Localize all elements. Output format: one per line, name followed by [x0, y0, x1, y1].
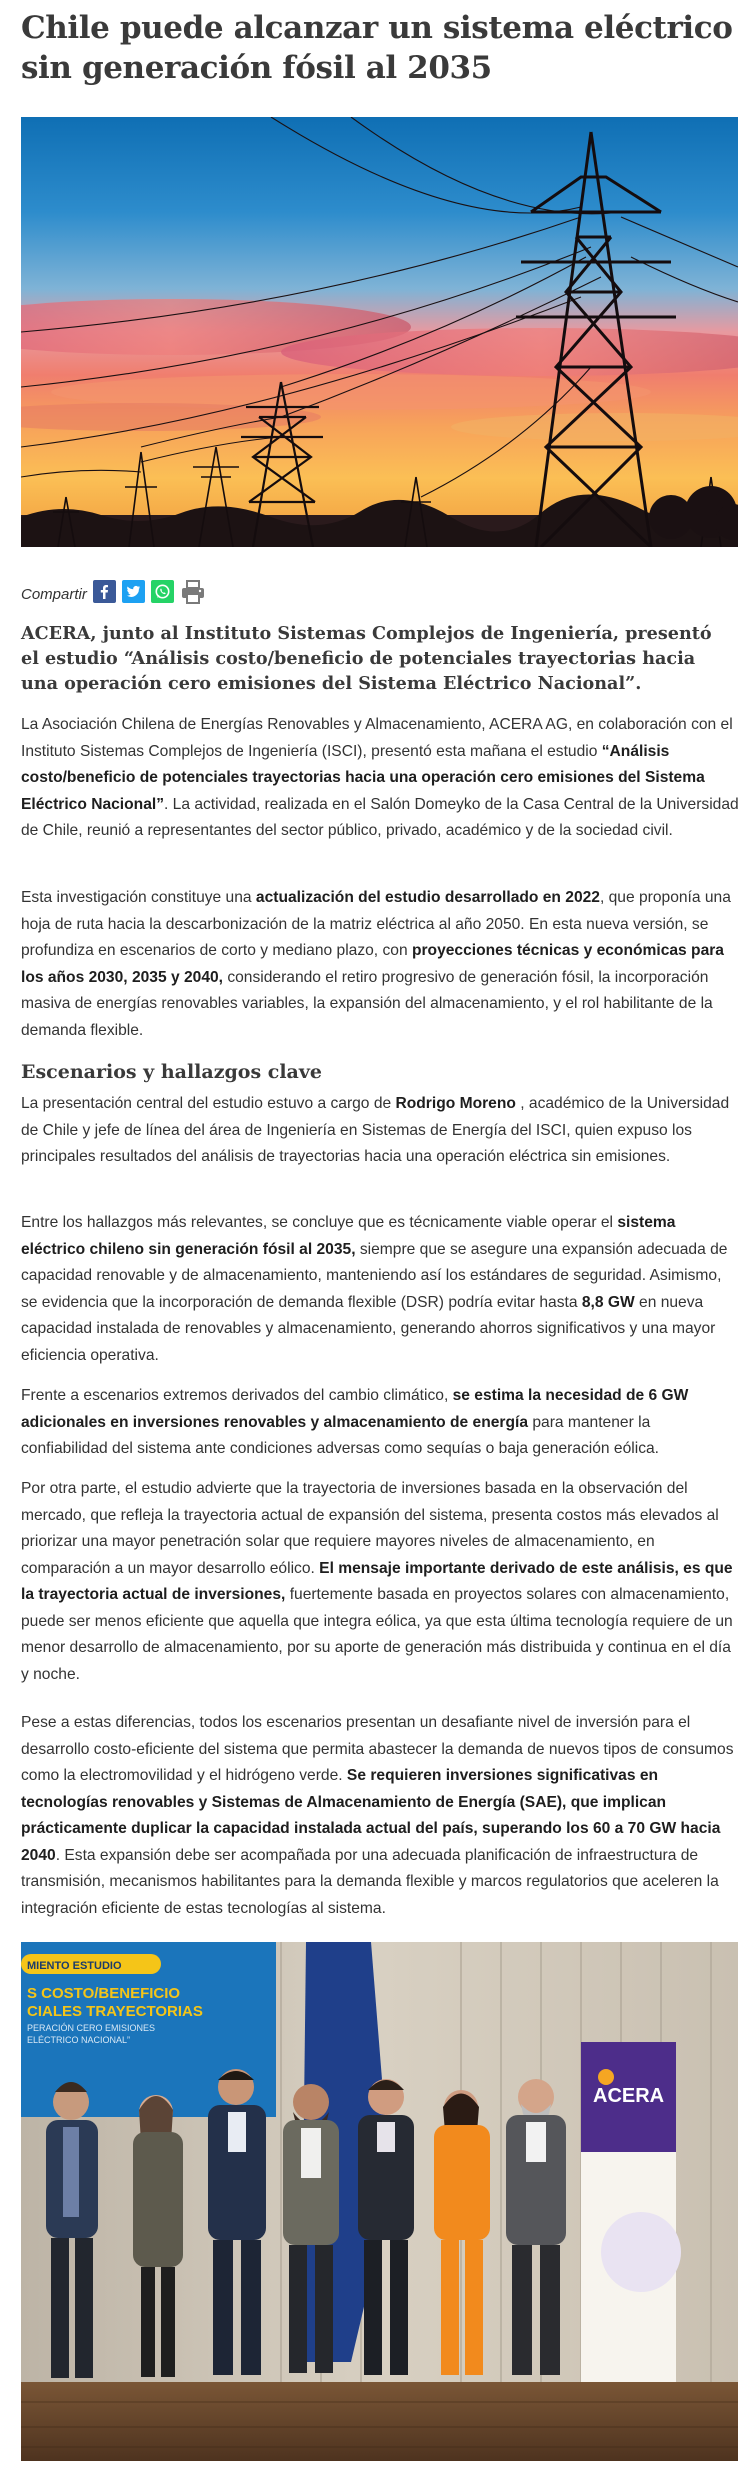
banner-line-1: MIENTO ESTUDIO [27, 1960, 122, 1972]
banner-line-5: ELÉCTRICO NACIONAL” [27, 2035, 131, 2045]
paragraph-4-text-d: en nueva capacidad instalada de renovables y almacenamiento, generando ahorros significativos y una mayor eficiencia operativa. [21, 1293, 716, 1364]
event-photo [21, 1942, 738, 2461]
paragraph-1-bold-1: “Análisis costo/beneficio de potenciales trayectorias hacia una operación cero emisiones del Sistema Eléctrico Nacional” [21, 742, 705, 813]
paragraph-6 [21, 1476, 739, 1688]
article-lead: ACERA, junto al Instituto Sistemas Complejos de Ingeniería, presentó el estudio “Análisis costo/beneficio de potenciales trayectorias hacia una operación cero emisiones del Sistema Eléctrico Nacional”. [21, 623, 712, 694]
paragraph-6-bold-1: El mensaje importante derivado de este análisis, es que la trayectoria actual de inversiones, [21, 1559, 733, 1603]
banner-line-3: CIALES TRAYECTORIAS [27, 2003, 203, 2020]
paragraph-2 [21, 885, 739, 1044]
paragraph-4 [21, 1210, 739, 1369]
paragraph-5-text-c: para mantener la confiabilidad del sistema ante condiciones adversas como sequías o baja generación eólica. [21, 1413, 660, 1457]
rollup-brand: ACERA [593, 2085, 665, 2107]
section-heading: Escenarios y hallazgos clave [21, 1061, 322, 1083]
paragraph-2-text-d: considerando el retiro progresivo de generación fósil, la incorporación masiva de energías renovables variables, la expansión del almacenamiento, y el rol habilitante de la demanda flexible. [21, 968, 713, 1039]
article-title: Chile puede alcanzar un sistema eléctrico sin generación fósil al 2035 [21, 10, 733, 86]
paragraph-5-bold-1: se estima la necesidad de 6 GW adicionales en inversiones renovables y almacenamiento de energía [21, 1387, 689, 1431]
paragraph-5 [21, 1383, 739, 1463]
paragraph-7-text-c: . Esta expansión debe ser acompañada por una adecuada planificación de infraestructura de transmisión, mecanismos habilitantes para la demanda flexible y marcos regulatorios que aceleren la integración eficiente de estas tecnologías al sistema. [21, 1846, 719, 1917]
paragraph-7-text-a: Pese a estas diferencias, todos los escenarios presentan un desafiante nivel de inversión para el desarrollo costo-eficiente del sistema que permita abastecer la demanda de nuevos tipos de consumos como la electromovilidad y el hidrógeno verde. [21, 1714, 734, 1784]
hero-image [21, 117, 738, 547]
paragraph-7 [21, 1710, 739, 1922]
paragraph-7-bold-1: Se requieren inversiones significativas en tecnologías renovables y Sistemas de Almacenamiento de Energía (SAE), que implican prácticamente duplicar la capacidad instalada actual del país, superando los 60 a 70 GW hacia 2040 [21, 1767, 721, 1864]
paragraph-6-text-a: Por otra parte, el estudio advierte que la trayectoria de inversiones basada en la observación del mercado, que refleja la trayectoria actual de expansión del sistema, presenta costos más elevados al priorizar una mayor penetración solar que requiere mayores niveles de almacenamiento, en comparación a un mayor desarrollo eólico. [21, 1480, 719, 1577]
banner-line-2: S COSTO/BENEFICIO [27, 1985, 181, 2002]
paragraph-5-text-a: Frente a escenarios extremos derivados del cambio climático, [21, 1387, 453, 1404]
paragraph-4-text-a: Entre los hallazgos más relevantes, se concluye que es técnicamente viable operar el [21, 1214, 618, 1231]
paragraph-4-text-c: siempre que se asegure una expansión adecuada de capacidad renovable y de almacenamiento, manteniendo así los estándares de seguridad. Asimismo, se evidencia que la incorporación de demanda flexible (DSR) podría evitar hasta [21, 1240, 728, 1311]
paragraph-2-text-c: , que proponía una hoja de ruta hacia la descarbonización de la matriz eléctrica al año 2050. En esta nueva versión, se profundiza en escenarios de corto y mediano plazo, con [21, 889, 731, 959]
paragraph-6-text-c: fuertemente basada en proyectos solares con almacenamiento, puede ser menos eficiente que aquella que integra eólica, ya que esta última tecnología requiere de un menor desarrollo de almacenamiento, por su aporte de generación más distribuida y continua en el día y noche. [21, 1586, 733, 1683]
paragraph-1-text-c: . La actividad, realizada en el Salón Domeyko de la Casa Central de la Universidad de Chile, reunió a representantes del sector público, privado, académico y de la sociedad civil. [21, 795, 739, 839]
share-bar [21, 580, 212, 608]
twitter-icon[interactable] [122, 580, 145, 608]
print-icon[interactable] [180, 580, 206, 609]
paragraph-3-text-a: La presentación central del estudio estuvo a cargo de [21, 1095, 396, 1112]
whatsapp-icon[interactable] [151, 580, 174, 608]
paragraph-3-bold-1: Rodrigo Moreno [395, 1095, 516, 1112]
paragraph-1-text-a: La Asociación Chilena de Energías Renovables y Almacenamiento, ACERA AG, en colaboración con el Instituto Sistemas Complejos de Ingeniería (ISCI), presentó esta mañana el estudio [21, 716, 733, 760]
paragraph-1 [21, 712, 739, 845]
facebook-icon[interactable] [93, 580, 116, 608]
paragraph-3 [21, 1091, 739, 1171]
paragraph-4-bold-1: sistema eléctrico chileno sin generación fósil al 2035, [21, 1214, 676, 1258]
paragraph-2-text-a: Esta investigación constituye una [21, 889, 256, 906]
share-label: Compartir [21, 585, 87, 603]
paragraph-2-bold-1: actualización del estudio desarrollado en 2022 [255, 889, 600, 906]
banner-line-4: PERACIÓN CERO EMISIONES [27, 2023, 156, 2033]
paragraph-4-bold-2: 8,8 GW [581, 1293, 635, 1311]
paragraph-2-bold-2: proyecciones técnicas y económicas para los años 2030, 2035 y 2040, [21, 942, 724, 986]
paragraph-3-text-c: , académico de la Universidad de Chile y jefe de línea del área de Ingeniería en Sistemas de Energía del ISCI, quien expuso los principales resultados del análisis de trayectorias hacia una operación eléctrica sin emisiones. [21, 1095, 730, 1165]
